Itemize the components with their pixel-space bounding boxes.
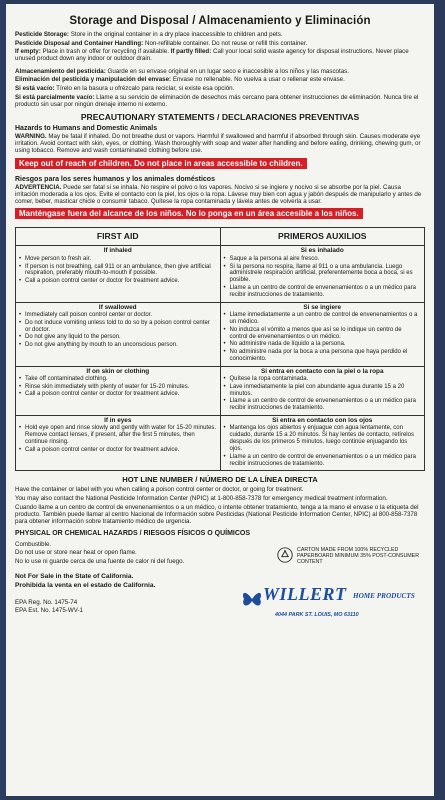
storage-english-section (15, 31, 425, 62)
first-aid-item: • No induzca el vómito a menos que así se lo indique un centro de control de envenenamientos o un médico. (224, 327, 422, 341)
hotline-title: HOT LINE NUMBER / NÚMERO DE LA LÍNEA DIRECTA (122, 475, 318, 485)
first-aid-table (15, 227, 425, 471)
storage-title: Storage and Disposal / Almacenamiento y Eliminación (69, 15, 371, 27)
california-en: Not For Sale in the State of California. (15, 572, 134, 580)
first-aid-item: • Call a poison control center or doctor for treatment advice. (19, 391, 217, 398)
storage-label: Si está vacío: (15, 85, 55, 93)
first-aid-item: • Llame inmediatamente a un centro de control de envenenamientos o a un médico. (224, 312, 422, 326)
advertencia-paragraph (15, 184, 425, 205)
storage-line (15, 48, 425, 62)
first-aid-subtitle: If swallowed (98, 303, 137, 311)
first-aid-item: • Si la persona no respira, llame al 911 o a una ambulancia. Luego adminístrele respiración artificial, preferentemente boca a boca, si es posible. (224, 264, 422, 285)
first-aid-cell-es (220, 246, 425, 302)
storage-label: Si está parcialmente vacío: (15, 93, 95, 101)
first-aid-item: • Take off contaminated clothing. (19, 376, 217, 383)
first-aid-row-swallowed (16, 302, 425, 366)
first-aid-item: • Call a poison control center or doctor for treatment advice. (19, 447, 217, 454)
keep-out-banner-en: Keep out of reach of children. Do not place in areas accessible to children. (15, 158, 307, 169)
first-aid-item: • Llame a un centro de control de envenenamientos o a un médico para recibir instrucciones de tratamiento. (224, 285, 422, 299)
storage-label: Pesticide Disposal and Container Handling: (15, 39, 144, 47)
first-aid-subtitle: If inhaled (103, 247, 132, 255)
physical-line: Do not use or store near heat or open flame. (15, 549, 137, 557)
first-aid-item: • No administre nada de líquido a la persona. (224, 341, 422, 348)
first-aid-row-eyes (16, 415, 425, 470)
first-aid-list (19, 376, 217, 398)
first-aid-item: • Rinse skin immediately with plenty of water for 15-20 minutes. (19, 384, 217, 391)
product-label-panel (6, 4, 434, 796)
first-aid-item: • Call a poison control center or doctor for treatment advice. (19, 278, 217, 285)
first-aid-row-inhaled (16, 246, 425, 302)
first-aid-item: • Quítese la ropa contaminada. (224, 376, 422, 383)
storage-line (15, 31, 425, 38)
first-aid-subtitle: If in eyes (104, 416, 132, 424)
hazards-es-title: Riesgos para los seres humanos y los animales domésticos (15, 175, 215, 183)
storage-line (15, 94, 425, 108)
storage-line (15, 76, 425, 83)
storage-text: Call your local solid waste agency for disposal instructions. Never place unused product down any indoor or outdoor drain. (15, 48, 409, 63)
first-aid-item: • Move person to fresh air. (19, 256, 217, 263)
first-aid-item: • Mantenga los ojos abiertos y enjuague con agua lentamente, con cuidado, durante 15 a 20 minutos. Si hay lentes de contacto, retírelos después de los primeros 5 minutos, luego continúe enjuagando los ojos. (224, 425, 422, 453)
keep-out-banner-es: Manténgase fuera del alcance de los niños. No lo ponga en un área accesible a los niños. (15, 208, 363, 219)
physical-line: Combustible. (15, 540, 52, 548)
first-aid-item: • Do not induce vomiting unless told to do so by a poison control center or doctor. (19, 320, 217, 334)
first-aid-cell-en (16, 415, 221, 470)
storage-text: Store in the original container in a dry place inaccessible to children and pets. (69, 31, 283, 38)
storage-text: Guarde en su envase original en un lugar seco e inaccesible a los niños y las mascotas. (105, 67, 349, 75)
physical-line: No lo use ni guarde cerca de una fuente de calor ni del fuego. (15, 558, 185, 565)
hotline-text: You may also contact the National Pesticide Information Center (NPIC) at 1-800-858-7378 for emergency medical treatment information. (15, 494, 388, 502)
storage-text: Place in trash or offer for recycling if available. (40, 48, 171, 56)
first-aid-item: • Do not give anything by mouth to an unconscious person. (19, 342, 217, 349)
first-aid-cell-en (16, 302, 221, 366)
first-aid-header-row (16, 228, 425, 246)
recycle-statement: CARTON MADE FROM 100% RECYCLED PAPERBOARD MINIMUM 35% POST-CONSUMER CONTENT (297, 546, 420, 566)
first-aid-list (224, 312, 422, 363)
willert-logo (237, 585, 434, 629)
first-aid-subtitle: Si se ingiere (303, 303, 342, 311)
first-aid-cell-en (16, 246, 221, 302)
first-aid-list (224, 425, 422, 467)
first-aid-subtitle: Si es inhalado (300, 247, 344, 255)
storage-text: Llame a su servicio de eliminación de desechos más cercano para obtener instrucciones de eliminación. Nunca tire el producto sin usar por ningún drenaje interno ni externo. (15, 93, 419, 108)
advertencia-label: ADVERTENCIA. (15, 183, 62, 191)
storage-text: Non-refillable container. Do not reuse or refill this container. (143, 39, 308, 47)
first-aid-cell-es (220, 302, 425, 366)
first-aid-item: • If person is not breathing, call 911 or an ambulance, then give artificial respiration, preferably mouth-to-mouth if possible. (19, 264, 217, 278)
storage-line (15, 85, 425, 92)
first-aid-list (224, 376, 422, 412)
first-aid-item: • Saque a la persona al aire fresco. (224, 256, 422, 263)
california-es: Prohibida la venta en el estado de California. (15, 581, 156, 589)
brand-subtitle: HOME PRODUCTS (353, 591, 415, 600)
brand-name: WILLERT (263, 583, 347, 604)
precaution-title: PRECAUTIONARY STATEMENTS / DECLARACIONES PREVENTIVAS (80, 111, 360, 122)
first-aid-cell-es (220, 366, 425, 415)
epa-reg-number: EPA Reg. No. 1475-74 (15, 598, 78, 606)
storage-label: If partly filled: (170, 48, 212, 56)
hotline-text: Have the container or label with you when calling a poison control center or doctor, or going for treatment. (15, 486, 304, 494)
first-aid-title: FIRST AID (16, 228, 221, 246)
hazards-en-title: Hazards to Humans and Domestic Animals (15, 124, 158, 132)
first-aid-item: • No administre nada por la boca a una persona que haya perdido el conocimiento. (224, 349, 422, 363)
primeros-auxilios-title: PRIMEROS AUXILIOS (220, 228, 425, 246)
recycle-icon (277, 547, 293, 563)
first-aid-row-skin (16, 366, 425, 415)
first-aid-item: • Lave inmediatamente la piel con abundante agua durante 15 a 20 minutos. (224, 384, 422, 398)
storage-spanish-section (15, 68, 425, 108)
first-aid-list (19, 256, 217, 285)
butterfly-icon (241, 587, 263, 611)
epa-est-number: EPA Est. No. 1475-WV-1 (15, 607, 83, 615)
first-aid-subtitle: Si entra en contacto con la piel o la ropa (260, 367, 384, 375)
footer-left (15, 541, 265, 616)
storage-label: Pesticide Storage: (15, 31, 69, 38)
first-aid-subtitle: If on skin or clothing (86, 367, 150, 375)
advertencia-text: Puede ser fatal si se inhala. No respire el polvo o los vapores. Nocivo si se ingiere y nocivo si se absorbe por la piel. Causa irritación moderada a los ojos. Evite el contacto con la piel, los ojos o la ropa. Lávese muy bien con agua y jabón después de manipularlo y antes de comer, beber, masticar chicle o consumir tabaco. Quítese la ropa contaminada y lávela antes de volverla a usar. (15, 183, 422, 205)
storage-label: Eliminación del pesticida y manipulación del envase: (15, 76, 172, 84)
physical-hazards-title: PHYSICAL OR CHEMICAL HAZARDS / RIESGOS FÍSICOS O QUÍMICOS (15, 529, 251, 537)
warning-paragraph (15, 133, 425, 154)
storage-label: If empty: (15, 48, 41, 56)
first-aid-item: • Llame a un centro de control de envenenamientos o a un médico para recibir instrucciones de tratamiento. (224, 454, 422, 468)
storage-label: Almacenamiento del pesticida: (15, 67, 106, 75)
hotline-text: Cuando llame a un centro de control de envenenamientos o a un médico, o intente obtener tratamiento, tenga a la mano el envase o la etiqueta del producto. También puede llamar al centro Nacional de Información sobre Pesticidas (National Pesticide Information Center, NPIC) al 800-858-7378 para obtener información sobre tratamiento médico de urgencia. (15, 503, 419, 525)
first-aid-cell-es (220, 415, 425, 470)
warning-text: May be fatal if inhaled. Do not breathe dust or vapors. Harmful if swallowed and harmful if absorbed through skin. Causes moderate eye irritation. Avoid contact with skin, eyes, or clothing. Wash thoroughly with soap and water after handling and before eating, drinking, chewing gum, or using tobacco. Remove and wash contaminated clothing before use. (15, 132, 421, 155)
first-aid-item: • Hold eye open and rinse slowly and gently with water for 15-20 minutes. Remove contact lenses, if present, after the first 5 minutes, then continue rinsing. (19, 425, 217, 446)
first-aid-item: • Immediately call poison control center or doctor. (19, 312, 217, 319)
first-aid-cell-en (16, 366, 221, 415)
first-aid-subtitle: Si entra en contacto con los ojos (272, 416, 373, 424)
first-aid-item: • Do not give any liquid to the person. (19, 334, 217, 341)
first-aid-list (19, 425, 217, 453)
first-aid-list (19, 312, 217, 349)
storage-line (15, 68, 425, 75)
warning-label: WARNING. (15, 132, 47, 140)
storage-text: Envase no rellenable. No vuelva a usar o rellenar este envase. (171, 76, 345, 84)
storage-text: Tírelo en la basura u ofrézcalo para reciclar, si existe esa opción. (54, 85, 235, 93)
first-aid-item: • Llame a un centro de control de envenenamientos o a un médico para recibir instrucciones de tratamiento. (224, 398, 422, 412)
first-aid-list (224, 256, 422, 299)
label-footer (15, 541, 425, 631)
storage-line (15, 40, 425, 47)
brand-address: 4044 PARK ST. LOUIS, MO 63110 (275, 611, 359, 618)
